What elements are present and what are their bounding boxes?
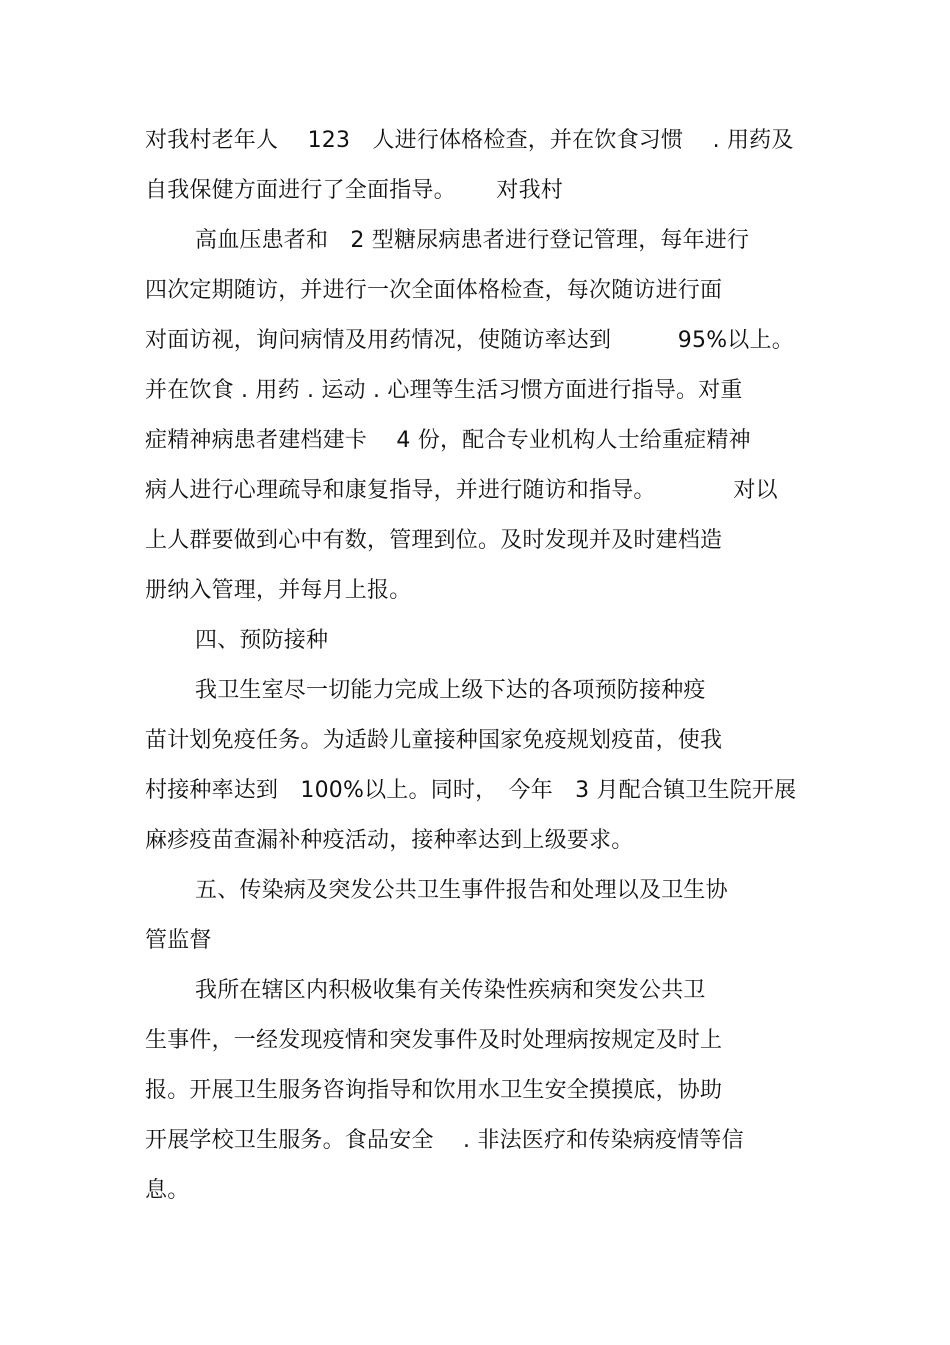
text-line: 症精神病患者建档建卡 4 份，配合专业机构人士给重症精神 — [145, 428, 751, 453]
text-line: 苗计划免疫任务。为适龄儿童接种国家免疫规划疫苗，使我 — [145, 728, 723, 753]
text-line: 自我保健方面进行了全面指导。 对我村 — [145, 178, 563, 203]
text-line: 我卫生室尽一切能力完成上级下达的各项预防接种疫 — [195, 678, 706, 703]
text-line: 对面访视，询问病情及用药情况，使随访率达到 95%以上。 — [145, 328, 794, 353]
text-line: 对我村老年人 123 人进行体格检查，并在饮食习惯 . 用药及 — [145, 128, 794, 153]
text-line: 上人群要做到心中有数，管理到位。及时发现并及时建档造 — [145, 528, 723, 553]
text-line: 四次定期随访，并进行一次全面体格检查，每次随访进行面 — [145, 278, 723, 303]
text-line: 高血压患者和 2 型糖尿病患者进行登记管理，每年进行 — [195, 228, 750, 253]
text-line: 册纳入管理，并每月上报。 — [145, 578, 412, 603]
text-line: 开展学校卫生服务。食品安全 . 非法医疗和传染病疫情等信 — [145, 1128, 744, 1153]
text-line: 息。 — [145, 1178, 190, 1203]
text-line: 我所在辖区内积极收集有关传染性疾病和突发公共卫 — [195, 978, 706, 1003]
text-line: 村接种率达到 100%以上。同时， 今年 3 月配合镇卫生院开展 — [145, 778, 797, 803]
text-line: 病人进行心理疏导和康复指导，并进行随访和指导。 对以 — [145, 478, 778, 503]
text-line: 报。开展卫生服务咨询指导和饮用水卫生安全摸摸底，协助 — [145, 1078, 723, 1103]
section-heading: 五、传染病及突发公共卫生事件报告和处理以及卫生协 — [195, 878, 728, 903]
text-line: 生事件，一经发现疫情和突发事件及时处理病按规定及时上 — [145, 1028, 723, 1053]
section-heading-continued: 管监督 — [145, 928, 212, 953]
section-heading: 四、预防接种 — [195, 628, 329, 653]
text-line: 麻疹疫苗查漏补种疫活动，接种率达到上级要求。 — [145, 828, 634, 853]
text-line: 并在饮食 . 用药 . 运动 . 心理等生活习惯方面进行指导。对重 — [145, 378, 743, 403]
